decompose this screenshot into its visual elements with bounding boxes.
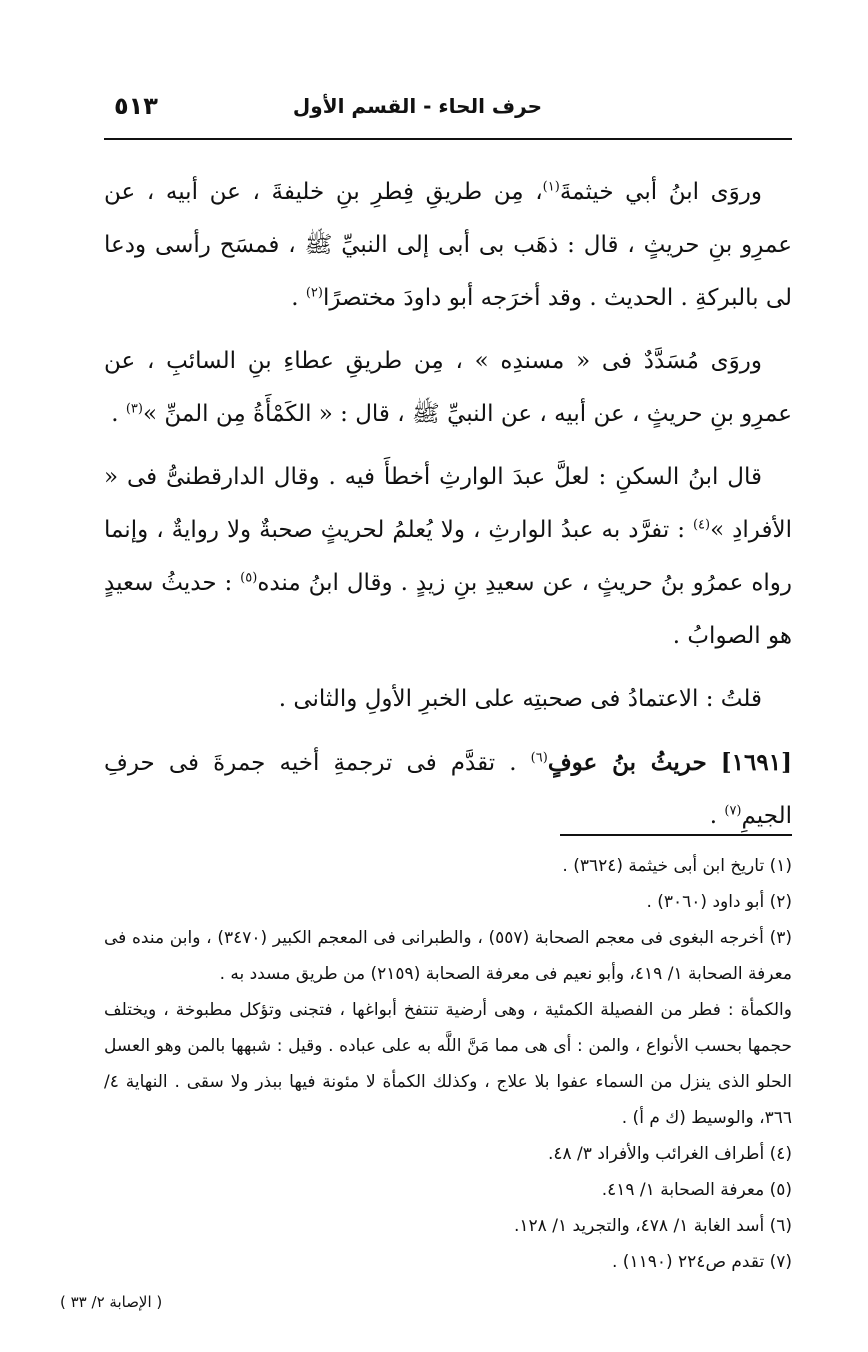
footnote-ref-5: (٥) bbox=[240, 570, 258, 586]
running-title: حرف الحاء - القسم الأول bbox=[292, 94, 542, 118]
paragraph-3 bbox=[104, 451, 792, 663]
footnote-rule bbox=[560, 834, 792, 836]
paragraph-3-a: قال ابنُ السكنِ : لعلَّ عبدَ الوارثِ أخطأَ فيه . وقال الدارقطنىُّ فى « الأفرادِ » bbox=[104, 464, 792, 543]
footnote-3: (٣) أخرجه البغوى فى معجم الصحابة (٥٥٧) ، والطبرانى فى المعجم الكبير (٣٤٧٠) ، وابن منده فى معرفة الصحابة ١/ ٤١٩، وأبو نعيم فى معرفة الصحابة (٢١٥٩) من طريق مسدد به . bbox=[104, 928, 793, 984]
paragraph-4-text: قلتُ : الاعتمادُ فى صحبتِه على الخبرِ الأولِ والثانى . bbox=[278, 686, 762, 712]
entry-1691 bbox=[104, 736, 792, 843]
footnote-4: (٤) أطراف الغرائب والأفراد ٣/ ٤٨. bbox=[547, 1144, 792, 1164]
entry-end: . bbox=[709, 803, 725, 829]
footnote-2: (٢) أبو داود (٣٠٦٠) . bbox=[646, 892, 792, 912]
page-number: ٥١٣ bbox=[114, 92, 158, 120]
entry-name: حريثُ بنُ عوفٍ bbox=[547, 749, 707, 776]
paragraph-3-c: : حديثُ سعيدٍ هو الصوابُ . bbox=[104, 570, 792, 649]
footnote-ref-6: (٦) bbox=[530, 750, 548, 766]
footnote-ref-4: (٤) bbox=[692, 517, 711, 533]
footnote-ref-2: (٢) bbox=[305, 285, 323, 301]
paragraph-2-end: . bbox=[111, 401, 126, 427]
footnote-3-continued: والكمأة : فطر من الفصيلة الكمئية ، وهى أرضية تنتفخ أبواغها ، فتجنى وتؤكل مطبوخة ، ويختلف حجمها بحسب الأنواع ، والمن : أى هى مما مَنَّ اللَّه به على عباده . وقيل : شبهها بالمن وهو العسل الحلو الذى ينزل من السماء عفوا بلا علاج ، وكذلك الكمأة لا مئونة فيها ببذر ولا سقى . النهاية ٤/ ٣٦٦، والوسيط (ك م أ) . bbox=[104, 1000, 792, 1128]
main-text bbox=[104, 166, 792, 853]
paragraph-1-end: . bbox=[291, 285, 306, 311]
page-header bbox=[104, 92, 792, 132]
footnote-6: (٦) أسد الغابة ١/ ٤٧٨، والتجريد ١/ ١٢٨. bbox=[514, 1216, 792, 1236]
entry-text: . تقدَّم فى ترجمةِ أخيه جمرةَ فى حرفِ الجيمِ bbox=[104, 750, 792, 829]
paragraph-1 bbox=[104, 166, 792, 325]
footnote-ref-1: (١) bbox=[542, 179, 560, 195]
paragraph-2-a: وروَى مُسَدَّدٌ فى « مسندِه » ، مِن طريقِ عطاءِ بنِ السائبِ ، عن عمرِو بنِ حريثٍ ، عن أبيه ، عن النبيِّ ﷺ ، قال : « الكَمْأَةُ مِن المنِّ » bbox=[104, 348, 792, 427]
paragraph-1-b: ، مِن طريقِ فِطرِ بنِ خليفةَ ، عن أبيه ، عن عمرِو بنِ حريثٍ ، قال : ذهَب بى أبى إلى النبيِّ ﷺ ، فمسَح رأسى ودعا لى بالبركةِ . الحديث . وقد أخرَجه أبو داودَ مختصرًا bbox=[104, 179, 792, 311]
footnote-ref-7: (٧) bbox=[724, 803, 742, 819]
footnote-ref-3: (٣) bbox=[125, 401, 143, 417]
footnote-5: (٥) معرفة الصحابة ١/ ٤١٩. bbox=[601, 1180, 792, 1200]
volume-signature: ( الإصابة ٢/ ٣٣ ) bbox=[60, 1293, 163, 1311]
header-rule bbox=[104, 138, 792, 140]
paragraph-2 bbox=[104, 335, 792, 441]
paragraph-4 bbox=[104, 673, 792, 726]
entry-number: [١٦٩١] bbox=[720, 749, 792, 776]
paragraph-1-a: وروَى ابنُ أبي خيثمةَ bbox=[559, 179, 763, 205]
footnotes bbox=[104, 848, 792, 1280]
footnote-7: (٧) تقدم ص٢٢٤ (١١٩٠) . bbox=[612, 1252, 792, 1272]
footnote-1: (١) تاريخ ابن أبى خيثمة (٣٦٢٤) . bbox=[562, 856, 792, 876]
paragraph-3-b: : تفرَّد به عبدُ الوارثِ ، ولا يُعلمُ لحريثٍ صحبةٌ ولا روايةٌ ، وإنما رواه عمرُو بنُ حريثٍ ، عن سعيدِ بنِ زيدٍ . وقال ابنُ منده bbox=[104, 517, 792, 596]
